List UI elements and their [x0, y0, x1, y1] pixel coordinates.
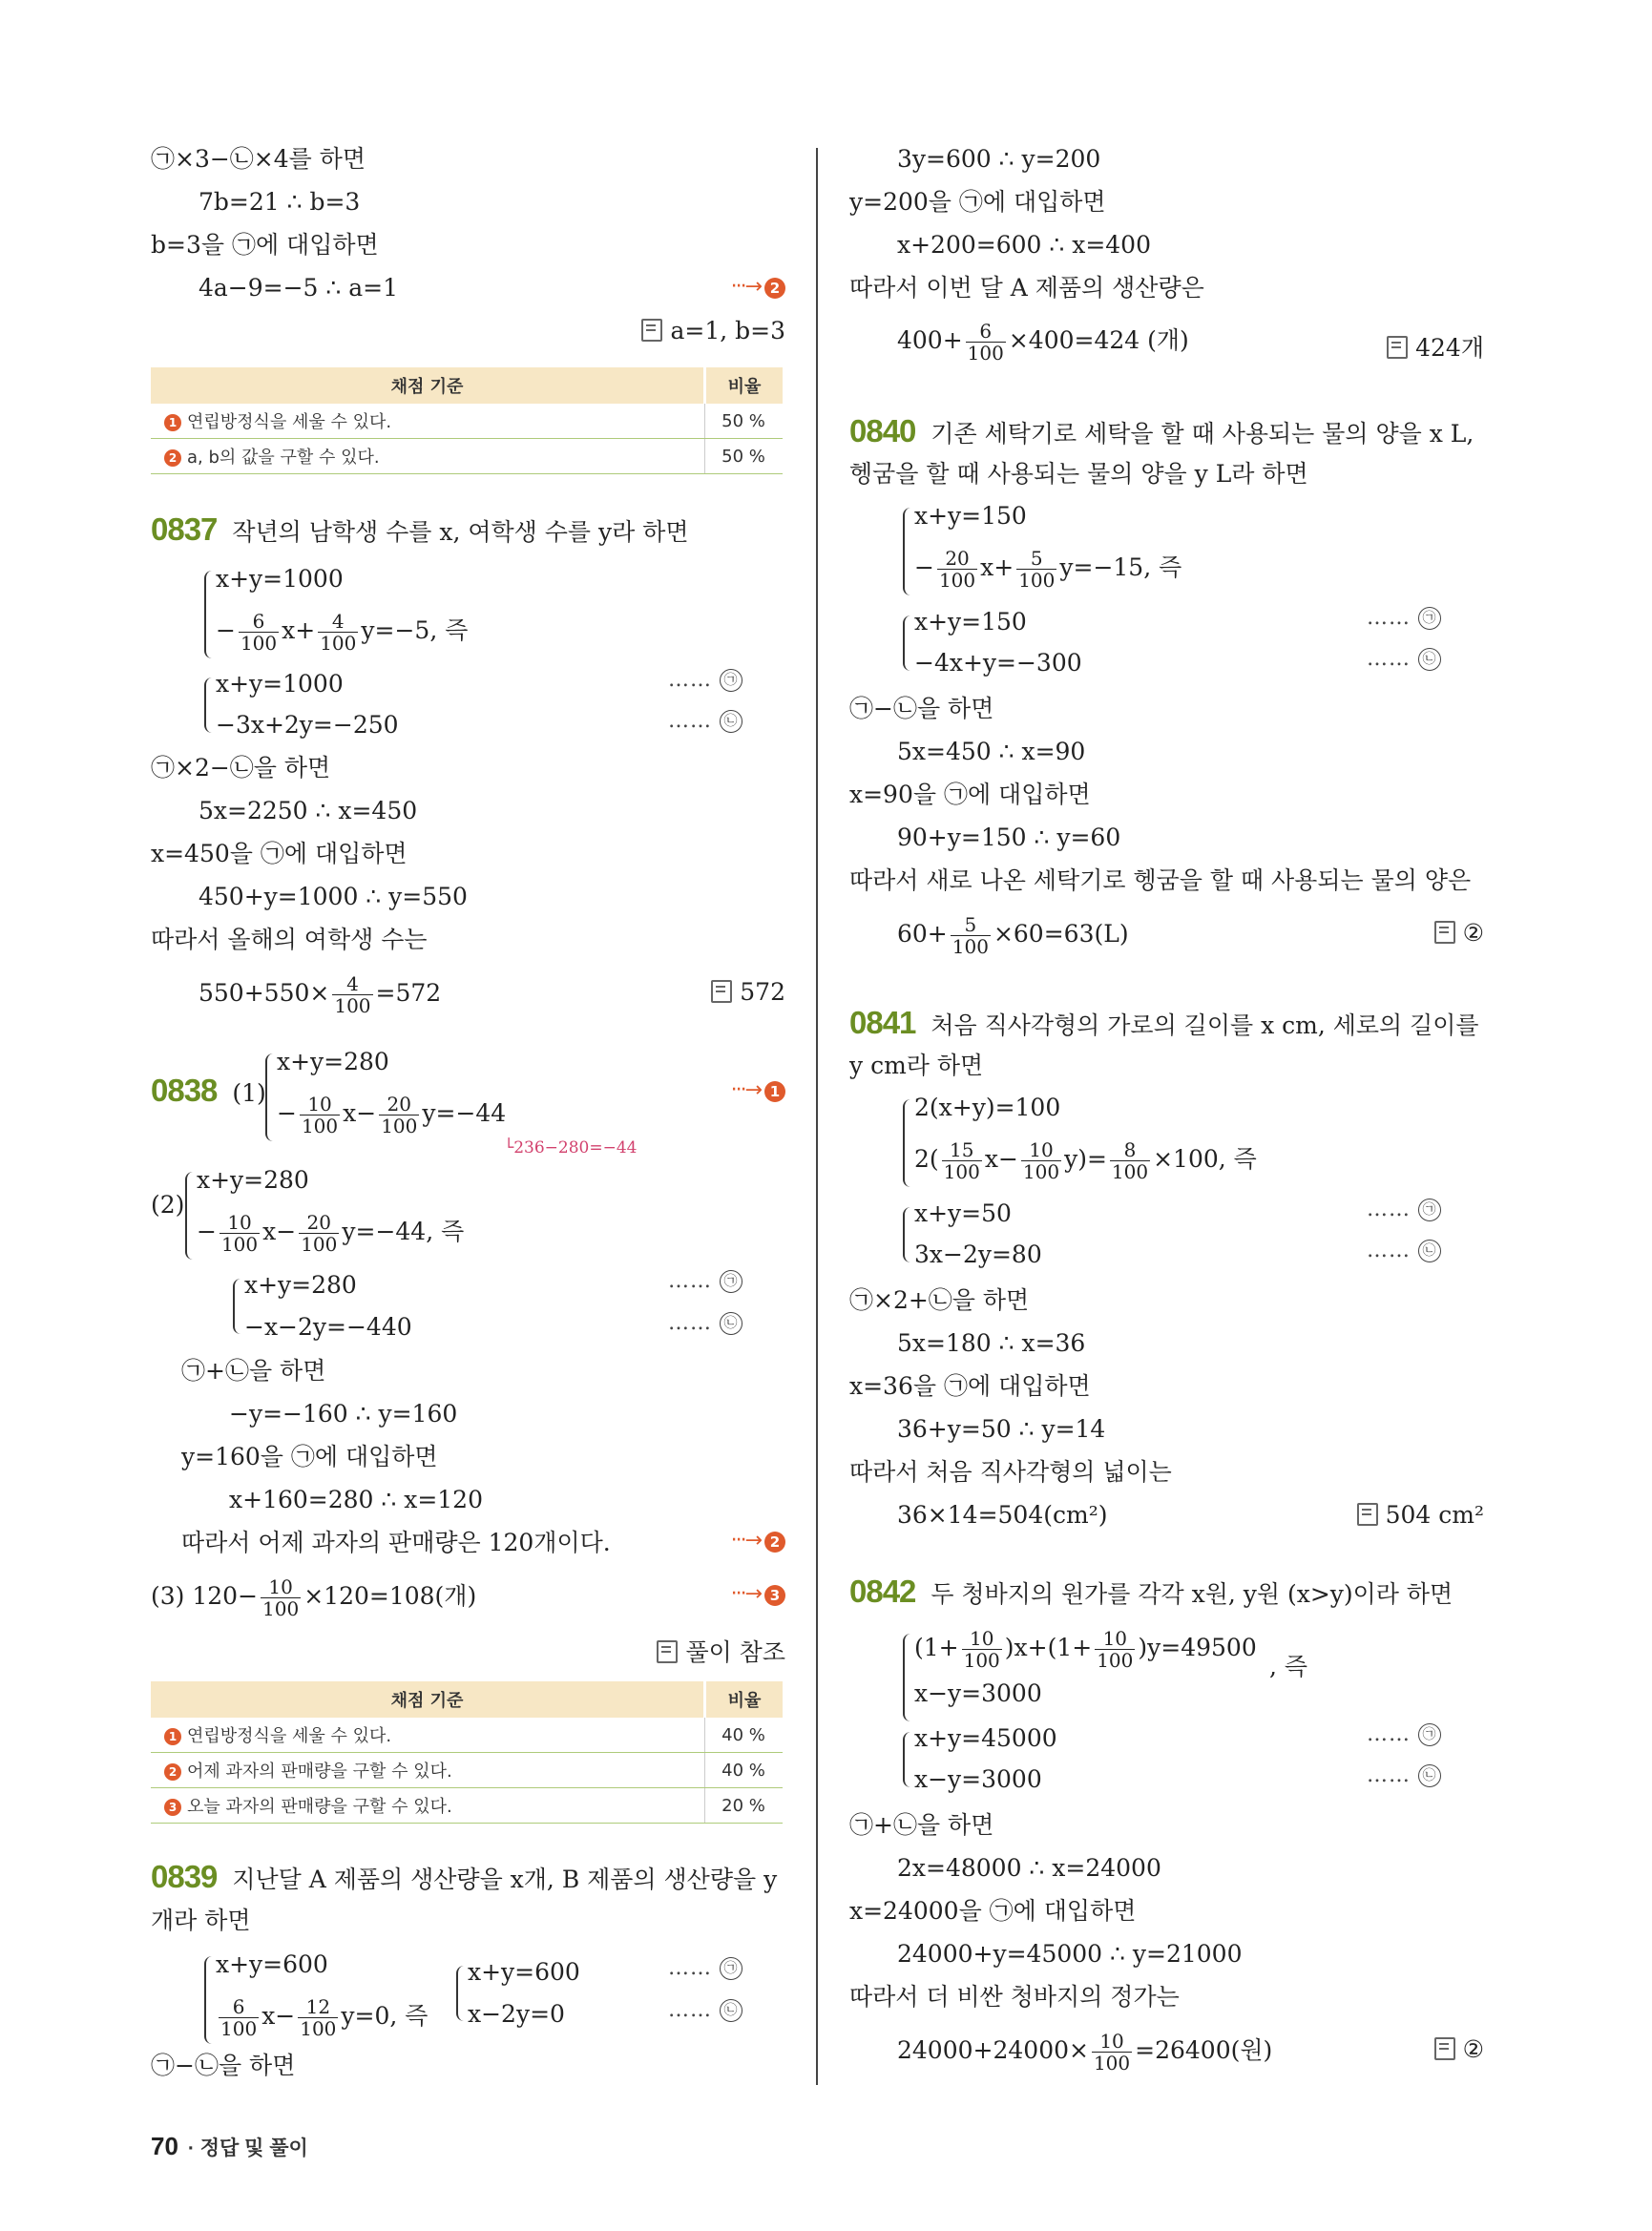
equation: x+y=600: [216, 1950, 328, 1978]
equation: (1+ $\frac{10}{100}$ )x+(1+ $\frac{10}{100}$ )y=49500: [914, 1627, 1257, 1672]
table-header: 비율: [705, 1681, 784, 1718]
equation: 2( $\frac{15}{100}$ x− $\frac{10}{100}$ y)= $\frac{8}{100}$ ×100, 즉: [914, 1138, 1257, 1183]
dots: …… ㉠: [1367, 606, 1441, 630]
equation: − $\frac{20}{100}$ x+ $\frac{5}{100}$ y=−15, 즉: [914, 547, 1182, 592]
text-line: 450+y=1000 ∴ y=550: [199, 883, 468, 910]
table-header: 채점 기준: [151, 1681, 705, 1718]
text-line: 헹굼을 할 때 사용되는 물의 양을 y L라 하면: [849, 460, 1308, 488]
text-line: y=200을 ㉠에 대입하면: [849, 188, 1106, 216]
text-line: x=24000을 ㉠에 대입하면: [849, 1897, 1137, 1925]
text-line: ㉠−㉡을 하면: [151, 2052, 296, 2079]
answer-icon: [711, 980, 732, 1003]
equation: x+y=150: [914, 502, 1027, 530]
dots: …… ㉠: [668, 1956, 742, 1980]
text-line: b=3을 ㉠에 대입하면: [151, 231, 379, 259]
answer: 572: [711, 978, 785, 1006]
text-line: 5x=450 ∴ x=90: [897, 738, 1086, 765]
equation: x+y=150: [914, 608, 1027, 636]
text-line: 따라서 더 비싼 청바지의 정가는: [849, 1983, 1180, 2011]
scoring-table: [151, 367, 783, 474]
calc: 36×14=504(cm²): [897, 1501, 1108, 1529]
equation: x+y=45000: [914, 1724, 1057, 1752]
calc: 550+550× $\frac{4}{100}$ =572: [199, 972, 442, 1017]
text-line: x=90을 ㉠에 대입하면: [849, 781, 1091, 808]
text-line: y cm라 하면: [849, 1052, 984, 1079]
answer-icon: [1357, 1503, 1378, 1526]
answer: 504 cm²: [1357, 1501, 1484, 1529]
answer: 풀이 참조: [657, 1634, 785, 1668]
page-footer: [151, 2132, 308, 2161]
text-line: 따라서 이번 달 A 제품의 생산량은: [849, 274, 1204, 302]
equation: x+y=280: [244, 1271, 357, 1299]
part-label: (2): [151, 1191, 185, 1219]
calc: 400+ $\frac{6}{100}$ ×400=424 (개): [897, 320, 1189, 365]
text-line: y=160을 ㉠에 대입하면: [181, 1443, 438, 1470]
text-line: 36+y=50 ∴ y=14: [897, 1415, 1106, 1443]
answer-icon: [657, 1640, 678, 1663]
text-line: 따라서 어제 과자의 판매량은 120개이다.: [181, 1529, 611, 1556]
answer: 424개: [1387, 329, 1484, 364]
text-line: ㉠×2−㉡을 하면: [151, 754, 331, 782]
problem-0839: 0839 지난달 A 제품의 생산량을 x개, B 제품의 생산량을 y: [151, 1859, 778, 1894]
answer-icon: [1434, 2037, 1455, 2060]
step-marker: ···→ 1: [731, 1078, 785, 1102]
text-line: 4a−9=−5 ∴ a=1: [199, 274, 399, 302]
equation: x+y=600: [468, 1958, 580, 1986]
annotation: └236−280=−44: [504, 1138, 638, 1157]
text-line: 7b=21 ∴ b=3: [199, 188, 361, 216]
dots: …… ㉡: [1367, 1763, 1441, 1787]
text-line: x+200=600 ∴ x=400: [897, 231, 1151, 259]
calc: (3) 120− $\frac{10}{100}$ ×120=108(개): [151, 1575, 477, 1620]
column-divider: [816, 148, 818, 2085]
dots: …… ㉡: [1367, 647, 1441, 671]
equation: x+y=280: [197, 1166, 309, 1194]
text-line: ㉠+㉡을 하면: [181, 1357, 326, 1385]
equation: $\frac{6}{100}$ x− $\frac{12}{100}$ y=0, 즉: [220, 1995, 429, 2040]
answer: a=1, b=3: [641, 317, 785, 344]
text-line: , 즉: [1269, 1653, 1308, 1680]
problem-0841: 0841 처음 직사각형의 가로의 길이를 x cm, 세로의 길이를: [849, 1005, 1479, 1040]
problem-0842: 0842 두 청바지의 원가를 각각 x원, y원 (x>y)이라 하면: [849, 1574, 1453, 1609]
text-line: x=36을 ㉠에 대입하면: [849, 1372, 1091, 1400]
text-line: 90+y=150 ∴ y=60: [897, 824, 1121, 851]
equation: −4x+y=−300: [914, 649, 1082, 677]
text-line: 5x=180 ∴ x=36: [897, 1329, 1086, 1357]
table-row: 1 연립방정식을 세울 수 있다. 50 %: [151, 404, 783, 439]
text-line: ㉠−㉡을 하면: [849, 695, 994, 722]
equation: 3x−2y=80: [914, 1241, 1042, 1268]
text-line: 따라서 올해의 여학생 수는: [151, 926, 428, 953]
text-line: x=450을 ㉠에 대입하면: [151, 840, 408, 867]
equation: x−y=3000: [914, 1679, 1042, 1707]
step-marker: ···→ 3: [731, 1582, 785, 1606]
text-line: x+160=280 ∴ x=120: [229, 1486, 483, 1513]
problem-0840: 0840 기존 세탁기로 세탁을 할 때 사용되는 물의 양을 x L,: [849, 413, 1474, 448]
equation: x−y=3000: [914, 1765, 1042, 1793]
answer-icon: [641, 319, 662, 342]
table-header: 비율: [705, 367, 784, 404]
text-line: 24000+y=45000 ∴ y=21000: [897, 1940, 1243, 1968]
equation: − $\frac{10}{100}$ x− $\frac{20}{100}$ y=−44: [277, 1093, 507, 1137]
text-line: 따라서 처음 직사각형의 넓이는: [849, 1458, 1172, 1486]
dots: …… ㉡: [668, 1311, 742, 1335]
page-number: 70: [151, 2132, 178, 2160]
answer-icon: [1387, 336, 1408, 359]
text-line: 따라서 새로 나온 세탁기로 헹굼을 할 때 사용되는 물의 양은: [849, 866, 1472, 894]
text-line: 3y=600 ∴ y=200: [897, 145, 1101, 173]
problem-0838: 0838 (1): [151, 1073, 266, 1108]
dots: …… ㉠: [1367, 1198, 1441, 1221]
problem-0837: 0837 작년의 남학생 수를 x, 여학생 수를 y라 하면: [151, 511, 689, 547]
equation: − $\frac{6}{100}$ x+ $\frac{4}{100}$ y=−5, 즉: [216, 610, 469, 655]
text-line: −y=−160 ∴ y=160: [229, 1400, 458, 1428]
table-row: 2 어제 과자의 판매량을 구할 수 있다. 40 %: [151, 1753, 783, 1788]
answer-icon: [1434, 921, 1455, 944]
equation: −3x+2y=−250: [216, 711, 399, 739]
equation: x−2y=0: [468, 2000, 565, 2028]
answer: ②: [1434, 2035, 1484, 2063]
text-line: ㉠+㉡을 하면: [849, 1811, 994, 1839]
scoring-table: [151, 1681, 783, 1824]
table-row: 3 오늘 과자의 판매량을 구할 수 있다. 20 %: [151, 1788, 783, 1824]
table-header: 채점 기준: [151, 367, 705, 404]
text-line: 개라 하면: [151, 1907, 251, 1934]
dots: …… ㉡: [668, 709, 742, 733]
equation: − $\frac{10}{100}$ x− $\frac{20}{100}$ y=−44, 즉: [197, 1211, 465, 1256]
dots: …… ㉠: [668, 1269, 742, 1293]
table-row: 2 a, b의 값을 구할 수 있다. 50 %: [151, 439, 783, 474]
table-row: 1 연립방정식을 세울 수 있다. 40 %: [151, 1718, 783, 1753]
equation: x+y=280: [277, 1048, 389, 1075]
equation: −x−2y=−440: [244, 1313, 412, 1341]
footer-label: · 정답 및 풀이: [187, 2137, 308, 2159]
dots: …… ㉠: [1367, 1722, 1441, 1746]
calc: 60+ $\frac{5}{100}$ ×60=63(L): [897, 913, 1129, 958]
step-marker: ···→ 2: [731, 1529, 785, 1553]
text-line: 2x=48000 ∴ x=24000: [897, 1854, 1161, 1882]
text-line: 5x=2250 ∴ x=450: [199, 797, 418, 824]
answer: ②: [1434, 919, 1484, 947]
equation: 2(x+y)=100: [914, 1094, 1061, 1121]
step-marker: ···→ 2: [731, 275, 785, 299]
equation: x+y=50: [914, 1199, 1012, 1227]
text-line: ㉠×3−㉡×4를 하면: [151, 145, 366, 173]
dots: …… ㉡: [1367, 1239, 1441, 1262]
calc: 24000+24000× $\frac{10}{100}$ =26400(원): [897, 2030, 1273, 2075]
equation: x+y=1000: [216, 670, 344, 698]
equation: x+y=1000: [216, 565, 344, 593]
dots: …… ㉠: [668, 668, 742, 692]
text-line: ㉠×2+㉡을 하면: [849, 1286, 1030, 1314]
dots: …… ㉡: [668, 1998, 742, 2022]
